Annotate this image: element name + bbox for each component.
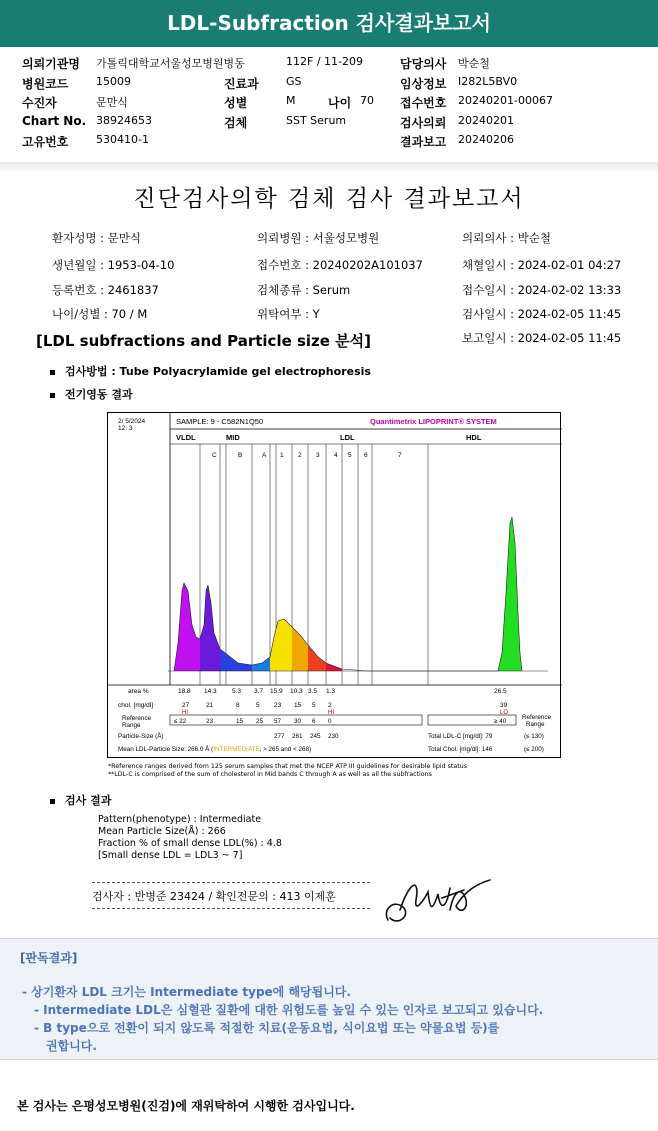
area-value: 5.3 [232,688,242,695]
area-value: 18.8 [178,688,191,695]
signer-line: 검사자 : 반병준 23424 / 확인전문의 : 413 이제훈 [92,890,336,903]
area-value: 26.5 [494,688,507,695]
header-label: 성별 [224,96,248,110]
verdict-panel [0,938,658,1060]
result-line: [Small dense LDL = LDL3 ~ 7] [98,850,243,861]
header-value: 문만식 [96,96,128,109]
chol-flag: HI [328,710,334,716]
header-label: 검사의뢰 [400,116,447,130]
report-title: 진단검사의학 검체 검사 결과보고서 [133,186,525,212]
footer-note: 본 검사는 은평성모병원(진검)에 재위탁하여 시행한 검사입니다. [17,1099,355,1113]
method-line: 검사방법 : Tube Polyacrylamide gel electrophoresis [50,363,371,379]
curve-segment [270,619,292,671]
header-label: 의뢰기관명 [22,57,80,71]
verdict-line: - B type으로 전환이 되지 않도록 적절한 치료(운동요법, 식이요법 또는 약물요법 등)를 [34,1021,500,1035]
ldl-sub-label: 6 [364,452,368,459]
ref-value: 15 [236,718,244,725]
chol-value: 21 [206,702,214,709]
header-label: 결과보고 [400,135,447,149]
total-ldl: Total LDL-C [mg/dl]: 79 [428,733,493,740]
particle-value: 245 [310,733,321,740]
curve-segment [174,583,200,671]
ref-value: 23 [206,718,214,725]
ref-label: Range [122,722,141,729]
header-value: SST Serum [286,114,347,127]
header-label: 나이 [328,96,352,110]
header-label: Chart No. [22,114,87,128]
chart-time: 12: 3 [118,425,133,432]
ldl-sub-label: 2 [298,452,302,459]
patient-field: 의뢰병원 : 서울성모병원 [257,231,380,245]
signature-image [380,870,500,930]
ref-value: 57 [274,718,282,725]
header-value: 112F / 11-209 [286,55,363,68]
chol-value: 2 [328,702,332,709]
curve-segment [498,517,522,671]
header-value: 20240206 [458,133,514,146]
header-label: 담당의사 [400,57,447,71]
chol-value: 5 [312,702,316,709]
particle-value: 230 [328,733,339,740]
curve-segment [292,627,308,671]
band-label: HDL [466,433,482,442]
right-ref-label: Reference [522,714,552,721]
right-ref-label: Range [526,721,545,728]
result-line: Mean Particle Size(Å) : 266 [98,826,226,837]
chol-value: 8 [236,702,240,709]
patient-field: 환자성명 : 문만식 [52,231,141,245]
divider [92,882,370,883]
ref-value: ≥ 40 [494,718,507,725]
band-label: MID [226,433,240,442]
ldl-sub-label: 7 [398,452,402,459]
header-label: 수진자 [22,96,57,110]
chol-value: 5 [256,702,260,709]
patient-field: 나이/성별 : 70 / M [52,307,148,321]
header-label: 접수번호 [400,96,447,110]
chol-flag: LO [500,710,509,716]
ref-value: 30 [294,718,302,725]
mean-particle-size: Mean LDL-Particle Size: 266.0 Å (INTERMEDIATE; > 265 and < 268) [118,746,312,753]
ref-value: 25 [256,718,264,725]
curve-segment [308,645,326,671]
patient-field: 검체종류 : Serum [257,283,351,297]
total-ldl-ref: (≤ 130) [524,733,544,740]
header-label: 병원코드 [22,77,69,91]
area-value: 3.7 [254,688,264,695]
band-label: VLDL [176,433,196,442]
chart-sample: SAMPLE: 9 - C582N1Q50 [176,417,264,426]
ref-value: 6 [312,718,316,725]
area-value: 10.3 [290,688,303,695]
mid-sub-label: C [212,452,217,459]
lab-report [0,172,658,932]
header-label: 고유번호 [22,135,69,149]
chart-brand: Quantimetrix LIPOPRINT® SYSTEM [370,417,497,426]
ref-value: ≤ 22 [174,718,187,725]
patient-field: 위탁여부 : Y [257,307,320,321]
result-title: 검사 결과 [50,792,111,808]
total-chol: Total Chol. [mg/dl]: 146 [428,746,493,753]
chart-note: **LDL-C is comprised of the sum of cholesterol in Mid bands C through A as well as all the subfractions [108,771,432,778]
particle-value: 261 [292,733,303,740]
total-chol-ref: (≤ 200) [524,746,544,753]
divider [0,162,658,172]
ldl-sub-label: 3 [316,452,320,459]
header-value: 가톨릭대학교서울성모병원병동 [96,57,245,70]
header-value: 박순철 [458,57,490,70]
result-lines [98,814,282,862]
chart-note: *Reference ranges derived from 125 serum samples that met the NCEP ATP III guidelines for desirable lipid status [108,763,467,770]
chart-footnotes [108,763,467,779]
verdict-line: - 상기환자 LDL 크기는 Intermediate type에 해당됩니다. [22,985,351,999]
patient-field: 생년월일 : 1953-04-10 [52,258,175,272]
header-value: GS [286,75,302,88]
particle-value: 277 [274,733,285,740]
area-value: 15.9 [270,688,283,695]
verdict-line: 권합니다. [46,1039,97,1053]
header-value: 20240201-00067 [458,94,553,107]
patient-field: 등록번호 : 2461837 [52,283,159,297]
ref-value: 0 [328,718,332,725]
patient-field: 보고일시 : 2024-02-05 11:45 [462,331,622,345]
verdict-line: - Intermediate LDL은 심혈관 질환에 대한 위험도를 높일 수 있는 인자로 보고되고 있습니다. [34,1003,544,1017]
ldl-sub-label: 5 [348,452,352,459]
patient-field: 의뢰의사 : 박순철 [462,231,551,245]
chol-value: 15 [294,702,302,709]
header-value: 20240201 [458,114,514,127]
chart-date: 2/ 5/2024 [118,418,146,425]
header-value: M [286,94,296,107]
result-line: Fraction % of small dense LDL(%) : 4.8 [98,838,282,849]
curve-segment [220,649,252,671]
patient-field: 검사일시 : 2024-02-05 11:45 [462,307,622,321]
verdict-title: [판독결과] [20,951,78,965]
header-value: 70 [360,94,374,107]
header-label: 검체 [224,116,248,130]
area-value: 14.3 [204,688,217,695]
header-value: 530410-1 [96,133,149,146]
mid-sub-label: B [238,452,243,459]
header-value: I282L5BV0 [458,75,518,88]
chol-value: 39 [500,702,508,709]
section-title: [LDL subfractions and Particle size 분석] [36,332,372,350]
header-label: 임상정보 [400,77,447,91]
chart-svg [108,413,562,759]
electro-title: 전기영동 결과 [50,386,133,402]
chol-flag: HI [182,710,188,716]
patient-field: 접수일시 : 2024-02-02 13:33 [462,283,622,297]
area-label: area % [128,688,149,695]
patient-field: 접수번호 : 20240202A101037 [257,258,423,272]
ref-label: Reference [122,715,152,722]
particle-label: Particle-Size (Å) [118,733,164,740]
chol-value: 27 [182,702,190,709]
result-line: Pattern(phenotype) : Intermediate [98,814,262,825]
band-label: LDL [340,433,355,442]
area-value: 3.5 [308,688,318,695]
electrophoresis-chart [107,412,561,758]
mid-sub-label: A [262,452,267,459]
header-value: 15009 [96,75,131,88]
divider [92,908,370,909]
chol-value: 23 [274,702,282,709]
area-value: 1.3 [326,688,336,695]
patient-field: 채혈일시 : 2024-02-01 04:27 [462,258,622,272]
ldl-sub-label: 4 [334,452,338,459]
ldl-sub-label: 1 [280,452,284,459]
chol-label: chol. [mg/dl] [118,702,154,709]
report-banner-title: LDL-Subfraction 검사결과보고서 [0,0,658,47]
header-label: 진료과 [224,77,259,91]
header-value: 38924653 [96,114,152,127]
